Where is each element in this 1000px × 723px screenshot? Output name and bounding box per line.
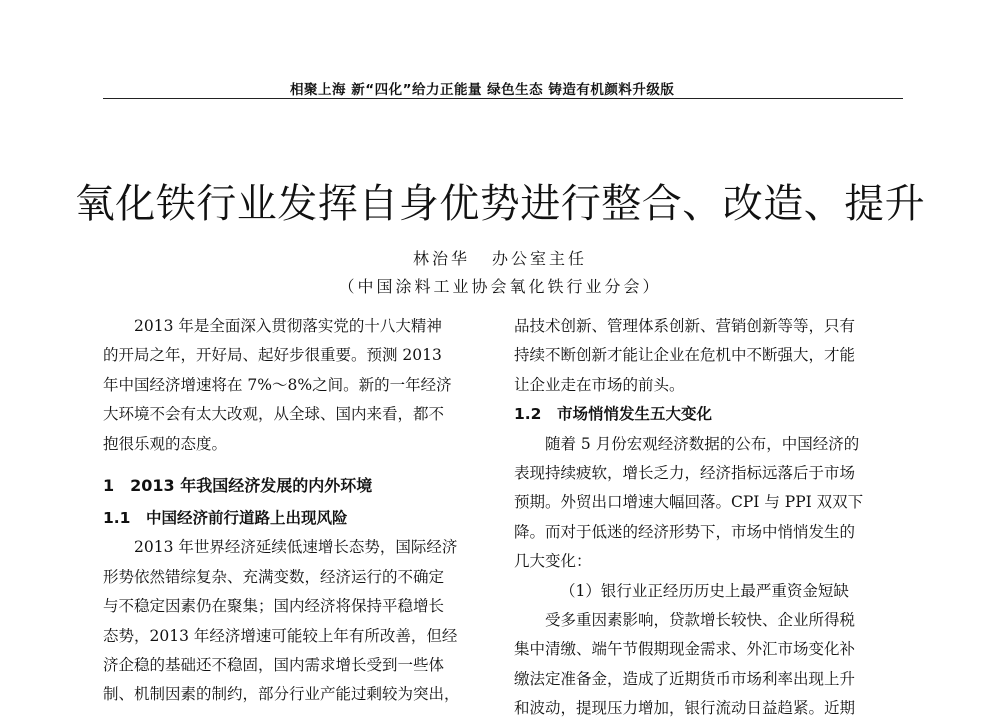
body-line: 随着 5 月份宏观经济数据的公布，中国经济的	[545, 434, 860, 453]
body-line: 集中清缴、端午节假期现金需求、外汇市场变化补	[514, 640, 856, 659]
body-line: 缴法定准备金，造成了近期货币市场利率出现上升	[514, 669, 856, 688]
section-heading-1-1: 1.1 中国经济前行道路上出现风险	[103, 508, 348, 527]
body-line: 几大变化：	[514, 552, 592, 571]
right-column	[514, 312, 906, 723]
sub-heading-1: （1）银行业正经历历史上最严重资金短缺	[560, 581, 849, 600]
body-line: 与不稳定因素仍在聚集；国内经济将保持平稳增长	[103, 597, 445, 616]
body-line: 预期。外贸出口增速大幅回落。CPI 与 PPI 双双下	[514, 493, 864, 512]
body-line: 大环境不会有太大改观，从全球、国内来看，都不	[103, 405, 445, 424]
section-heading-1-2: 1.2 市场悄悄发生五大变化	[514, 405, 712, 424]
body-line: 和波动，提现压力增加，银行流动日益趋紧。近期	[514, 699, 856, 718]
body-line: 受多重因素影响，贷款增长较快、企业所得税	[545, 610, 856, 629]
body-line: 济企稳的基础还不稳固，国内需求增长受到一些体	[103, 655, 445, 674]
body-line: 表现持续疲软，增长乏力，经济指标远落后于市场	[514, 463, 856, 482]
body-line: 抱很乐观的态度。	[103, 434, 228, 453]
body-line: 制、机制因素的制约，部分行业产能过剩较为突出，	[103, 685, 460, 704]
body-line: 持续不断创新才能让企业在危机中不断强大，才能	[514, 346, 856, 365]
header-rule	[103, 98, 903, 99]
body-line: 品技术创新、管理体系创新、营销创新等等，只有	[514, 317, 856, 335]
body-line: 形势依然错综复杂、充满变数，经济运行的不确定	[103, 567, 445, 586]
body-line: 降。而对于低迷的经济形势下，市场中悄悄发生的	[514, 522, 856, 541]
author-line	[0, 246, 1000, 269]
body-line: 年中国经济增速将在 7%～8%之间。新的一年经济	[103, 375, 452, 394]
running-header: 相聚上海 新“四化”给力正能量 绿色生态 铸造有机颜料升级版	[290, 82, 675, 98]
body-line: 2013 年是全面深入贯彻落实党的十八大精神	[134, 317, 442, 335]
body-line: 的开局之年，开好局、起好步很重要。预测 2013	[103, 346, 442, 365]
article-title: 氧化铁行业发挥自身优势进行整合、改造、提升	[74, 181, 926, 227]
body-line: 让企业走在市场的前头。	[514, 375, 685, 394]
body-line: 2013 年世界经济延续低速增长态势，国际经济	[134, 538, 458, 557]
section-heading-1: 1 2013 年我国经济发展的内外环境	[103, 475, 373, 495]
body-line: 态势，2013 年经济增速可能较上年有所改善，但经	[103, 626, 458, 645]
author-name: 林治华	[412, 249, 470, 268]
author-affiliation: （中国涂料工业协会氧化铁行业分会）	[338, 277, 662, 296]
author-role: 办公室主任	[492, 249, 588, 268]
left-column	[103, 312, 495, 710]
